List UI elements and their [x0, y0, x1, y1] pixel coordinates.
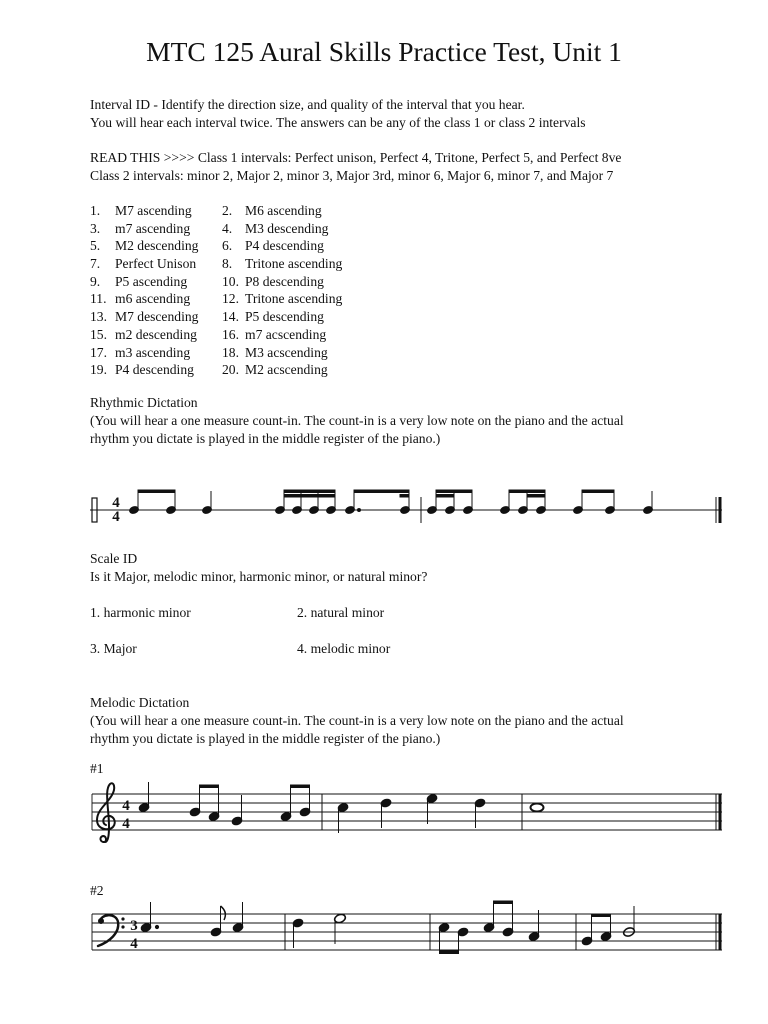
melody1-measure-2	[337, 793, 486, 833]
interval-instructions-2: You will hear each interval twice. The answers can be any of the class 1 or class 2 intervals	[90, 115, 586, 130]
melody1-measure-1	[138, 782, 311, 826]
list-item	[90, 308, 390, 326]
item-answer: m7 ascending	[115, 220, 191, 236]
scale-answer-1: 1. harmonic minor	[90, 605, 191, 620]
item-answer: m6 ascending	[115, 291, 191, 307]
item-answer: P5 ascending	[115, 273, 188, 289]
item-number: 11.	[90, 291, 107, 307]
rhythm-measure-1	[129, 490, 411, 515]
item-number: 19.	[90, 362, 107, 378]
melodic-dictation-heading: Melodic Dictation	[90, 695, 190, 710]
item-answer: M7 ascending	[115, 203, 192, 218]
time-signature-top: 4	[112, 495, 120, 511]
melodic-staff-1	[0, 780, 768, 850]
rhythm-staff	[0, 480, 768, 540]
time-signature-bottom: 4	[122, 816, 130, 832]
item-answer: M2 acscending	[245, 362, 328, 378]
scale-answer-4: 4. melodic minor	[297, 641, 391, 656]
list-item	[90, 326, 390, 344]
item-number: 5.	[90, 238, 101, 254]
item-answer: m3 ascending	[115, 344, 191, 360]
item-number: 10.	[222, 273, 239, 289]
item-number: 12.	[222, 291, 239, 307]
item-number: 4.	[222, 220, 233, 236]
item-number: 15.	[90, 326, 107, 342]
item-answer: P4 descending	[245, 238, 324, 254]
list-item	[90, 290, 390, 308]
interval-answer-list	[90, 202, 390, 379]
rhythmic-instructions-2: rhythm you dictate is played in the middle register of the piano.)	[90, 431, 441, 446]
time-signature-bottom: 4	[112, 509, 120, 525]
time-signature-top: 4	[122, 798, 130, 814]
scale-id-question: Is it Major, melodic minor, harmonic minor, or natural minor?	[90, 569, 428, 584]
item-answer: M3 acscending	[245, 344, 328, 360]
item-answer: P4 descending	[115, 362, 194, 378]
item-number: 2.	[222, 203, 233, 218]
time-signature-bottom: 4	[130, 936, 138, 952]
melodic-staff-2	[0, 900, 768, 970]
melody2-measure-2	[292, 913, 346, 948]
scale-answer-2: 2. natural minor	[297, 605, 385, 620]
scale-answer-3: 3. Major	[90, 641, 137, 656]
item-answer: Tritone ascending	[245, 256, 343, 272]
item-number: 17.	[90, 344, 107, 360]
item-answer: P8 descending	[245, 273, 324, 289]
rhythm-measure-2	[427, 490, 654, 515]
item-answer: M7 descending	[115, 309, 199, 325]
item-number: 1.	[90, 203, 101, 218]
item-answer: M6 ascending	[245, 203, 322, 218]
example-1-label: #1	[90, 761, 104, 776]
time-signature-top: 3	[130, 918, 138, 934]
item-answer: m7 acscending	[245, 326, 327, 342]
interval-instructions-1: Interval ID - Identify the direction size, and quality of the interval that you hear.	[90, 97, 525, 112]
list-item	[90, 237, 390, 255]
item-answer: M2 descending	[115, 238, 199, 254]
item-answer: m2 descending	[115, 326, 197, 342]
melody1-measure-3	[531, 804, 544, 812]
list-item	[90, 273, 390, 291]
item-number: 9.	[90, 273, 101, 289]
example-2-label: #2	[90, 883, 104, 898]
item-number: 20.	[222, 362, 239, 378]
item-answer: Perfect Unison	[115, 256, 197, 272]
item-answer: M3 descending	[245, 220, 329, 236]
item-number: 18.	[222, 344, 239, 360]
melody2-measure-3	[438, 901, 540, 954]
melodic-instructions-2: rhythm you dictate is played in the middle register of the piano.)	[90, 731, 441, 746]
class1-intervals: READ THIS >>>> Class 1 intervals: Perfect unison, Perfect 4, Tritone, Perfect 5, and Perfect 8ve	[90, 150, 622, 165]
item-number: 3.	[90, 220, 101, 236]
scale-id-heading: Scale ID	[90, 551, 138, 566]
list-item	[90, 255, 390, 273]
rhythmic-dictation-heading: Rhythmic Dictation	[90, 395, 198, 410]
melodic-instructions-1: (You will hear a one measure count-in. The count-in is a very low note on the piano and the actual	[90, 713, 624, 728]
list-item	[90, 220, 390, 238]
rhythmic-instructions-1: (You will hear a one measure count-in. The count-in is a very low note on the piano and the actual	[90, 413, 624, 428]
item-number: 7.	[90, 256, 101, 272]
list-item	[90, 361, 390, 379]
item-answer: Tritone ascending	[245, 291, 343, 307]
item-number: 16.	[222, 326, 239, 342]
list-item	[90, 344, 390, 362]
treble-clef-icon	[97, 783, 115, 842]
item-number: 8.	[222, 256, 233, 272]
class2-intervals: Class 2 intervals: minor 2, Major 2, minor 3, Major 3rd, minor 6, Major 6, minor 7, and Major 7	[90, 168, 614, 183]
item-answer: P5 descending	[245, 309, 324, 325]
list-item	[90, 202, 390, 220]
page-title: MTC 125 Aural Skills Practice Test, Unit 1	[146, 36, 622, 67]
melody2-measure-4	[581, 906, 635, 946]
item-number: 13.	[90, 309, 107, 325]
item-number: 14.	[222, 309, 239, 325]
item-number: 6.	[222, 238, 233, 254]
